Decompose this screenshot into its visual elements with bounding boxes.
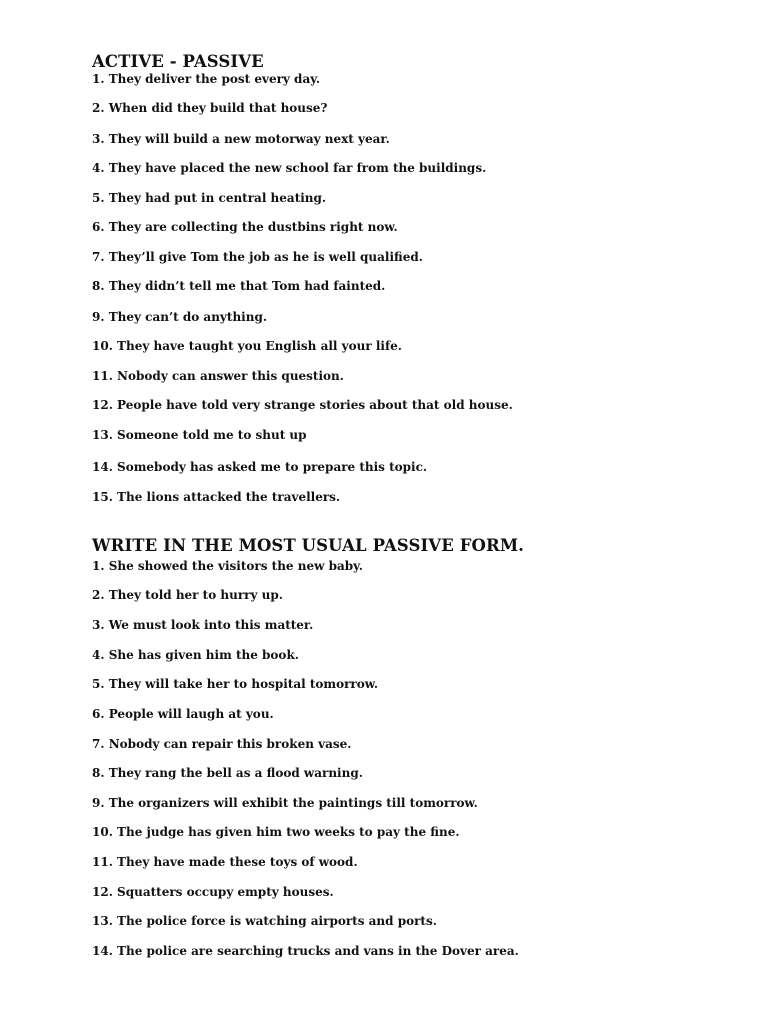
exercise-item: 13. The police force is watching airports and ports. <box>92 914 437 928</box>
exercise-item: 2. They told her to hurry up. <box>92 588 283 602</box>
exercise-item: 7. Nobody can repair this broken vase. <box>92 737 352 751</box>
exercise-item: 1. They deliver the post every day. <box>92 72 320 86</box>
exercise-item: 10. The judge has given him two weeks to pay the fine. <box>92 825 460 839</box>
exercise-item: 8. They didn’t tell me that Tom had fainted. <box>92 279 386 293</box>
exercise-item: 1. She showed the visitors the new baby. <box>92 559 363 573</box>
exercise-item: 5. They will take her to hospital tomorrow. <box>92 677 379 691</box>
exercise-item: 13. Someone told me to shut up <box>92 428 307 442</box>
exercise-item: 14. Somebody has asked me to prepare this topic. <box>92 460 428 474</box>
exercise-item: 4. She has given him the book. <box>92 648 299 662</box>
exercise-item: 3. We must look into this matter. <box>92 618 314 632</box>
exercise-item: 12. Squatters occupy empty houses. <box>92 885 334 899</box>
exercise-item: 14. The police are searching trucks and vans in the Dover area. <box>92 944 519 958</box>
exercise-item: 2. When did they build that house? <box>92 101 328 115</box>
section-title-passive-form: WRITE IN THE MOST USUAL PASSIVE FORM. <box>92 536 525 555</box>
exercise-item: 6. People will laugh at you. <box>92 707 274 721</box>
exercise-item: 7. They’ll give Tom the job as he is well qualified. <box>92 250 423 264</box>
exercise-item: 9. The organizers will exhibit the paintings till tomorrow. <box>92 796 478 810</box>
section-title-active-passive: ACTIVE - PASSIVE <box>92 52 264 71</box>
exercise-item: 5. They had put in central heating. <box>92 191 327 205</box>
exercise-item: 8. They rang the bell as a flood warning. <box>92 766 363 780</box>
exercise-item: 6. They are collecting the dustbins right now. <box>92 220 398 234</box>
exercise-item: 9. They can’t do anything. <box>92 310 268 324</box>
exercise-item: 11. They have made these toys of wood. <box>92 855 358 869</box>
exercise-item: 15. The lions attacked the travellers. <box>92 490 341 504</box>
exercise-item: 10. They have taught you English all your life. <box>92 339 402 353</box>
exercise-item: 12. People have told very strange stories about that old house. <box>92 398 513 412</box>
exercise-item: 3. They will build a new motorway next year. <box>92 132 390 146</box>
exercise-item: 11. Nobody can answer this question. <box>92 369 344 383</box>
exercise-item: 4. They have placed the new school far from the buildings. <box>92 161 487 175</box>
